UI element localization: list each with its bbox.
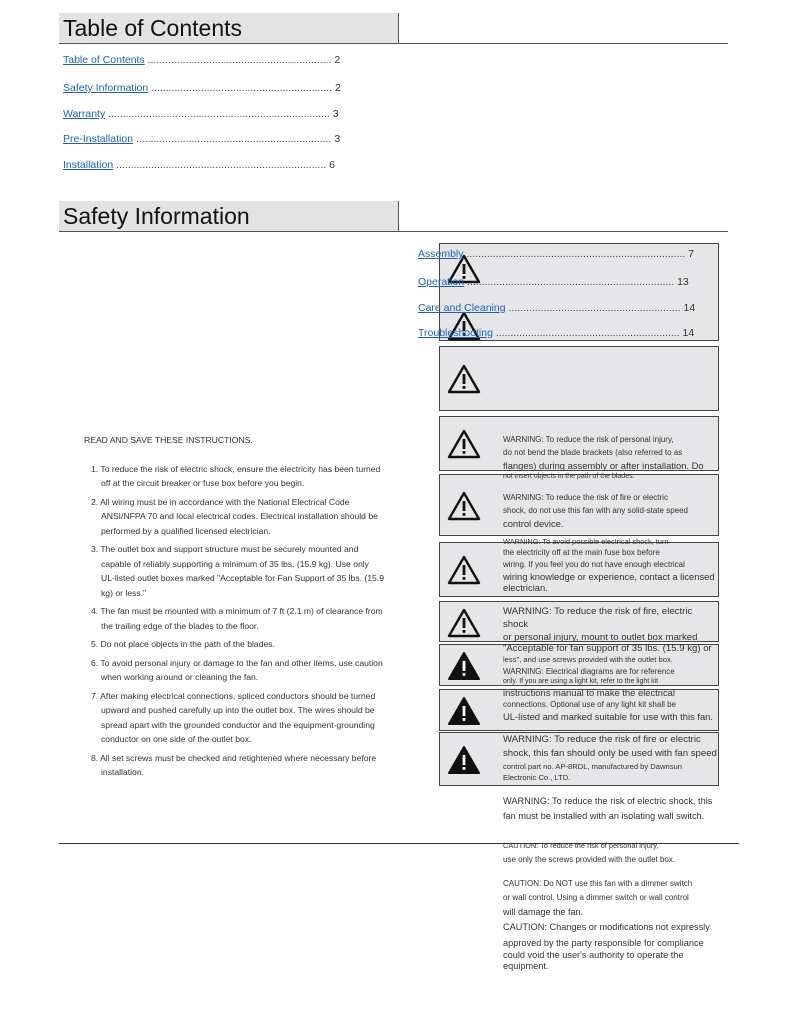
warning-line: do not bend the blade brackets (also referred to as [503, 448, 683, 457]
toc-link-troubleshooting[interactable]: Troubleshooting [418, 327, 493, 339]
toc-page: 3 [334, 133, 341, 145]
warning-triangle-icon [447, 555, 481, 585]
warning-line: less", and use screws provided with the outlet box. [503, 655, 673, 664]
warning-line: "Acceptable for fan support of 35 lbs. (15.9 kg) or [503, 643, 712, 654]
safety-item: 4. The fan must be mounted with a minimum of 7 ft (2.1 m) of clearance from the trailing edge of the blades to the floor. [91, 606, 383, 631]
toc-entry [418, 275, 689, 289]
toc-entry [63, 107, 339, 121]
safety-title: Safety Information [63, 203, 250, 229]
toc-link-table-of-contents[interactable]: Table of Contents [63, 54, 145, 66]
safety-intro: READ AND SAVE THESE INSTRUCTIONS. [84, 435, 253, 445]
safety-item: 6. To avoid personal injury or damage to the fan and other items, use caution when working around or cleaning the fan. [91, 657, 383, 682]
warning-line: or personal injury, mount to outlet box marked [503, 632, 698, 643]
warning-line: Electronic Co., LTD. [503, 773, 571, 782]
toc-page: 13 [677, 276, 689, 288]
warning-line: WARNING: Electrical diagrams are for reference [503, 667, 675, 676]
caution-text-dimmer [503, 877, 723, 919]
caution-line: CAUTION: Do NOT use this fan with a dimmer switch [503, 879, 693, 888]
caution-line: will damage the fan. [503, 907, 584, 917]
warning-text-wall-switch [503, 794, 723, 824]
toc-entry [63, 158, 335, 172]
warning-line: WARNING: To reduce the risk of personal injury, [503, 435, 674, 444]
toc-page: 7 [688, 248, 694, 260]
warning-line: WARNING: To reduce the risk of electric shock, this [503, 796, 713, 806]
toc-header [59, 13, 728, 44]
warning-line: shock, do not use this fan with any solid-state speed [503, 506, 688, 515]
caution-line: approved by the party responsible for compliance [503, 937, 704, 948]
toc-link-assembly[interactable]: Assembly [418, 248, 464, 260]
warning-line: WARNING: To reduce the risk of fire, electric shock [503, 606, 693, 630]
warning-line: electrician. [503, 582, 548, 593]
toc-dots: ........................................................... [505, 302, 681, 314]
warning-triangle-icon [447, 491, 481, 521]
warning-line: control part no. AP-8RDL, manufactured by Dawnsun [503, 762, 682, 771]
warning-text-outlet-box [503, 605, 718, 666]
warning-line: wiring knowledge or experience, contact a licensed [503, 571, 715, 582]
warning-triangle-icon [447, 364, 481, 394]
warning-box [439, 346, 719, 411]
toc-page: 2 [334, 82, 341, 94]
warning-text-electrical-diagrams [503, 665, 718, 724]
caution-text-screws [503, 840, 723, 867]
safety-item: 1. To reduce the risk of electric shock, ensure the electricity has been turned off at the circuit breaker or fuse box before you begin. [91, 463, 381, 488]
warning-line: instructions manual to make the electrical [503, 687, 675, 698]
warning-text-electrical-shock [503, 536, 718, 593]
caution-line: CAUTION: To reduce the risk of personal injury, [503, 841, 659, 850]
toc-entry [418, 326, 694, 340]
warning-line: UL-listed and marked suitable for use with this fan. [503, 711, 713, 722]
toc-dots: ........................................................................... [463, 248, 686, 260]
toc-dots: ............................................................... [492, 327, 680, 339]
caution-text-modifications [503, 921, 723, 972]
caution-line: could void the user's authority to operate the [503, 950, 684, 960]
safety-item: 8. All set screws must be checked and retightened where necessary before installation. [91, 752, 377, 777]
safety-item: 2. All wiring must be in accordance with the National Electrical Code ANSI/NFPA 70 and local electrical codes. Electrical installation should be performed by a qualified licensed electrician. [91, 496, 378, 536]
toc-link-operation[interactable]: Operation [418, 276, 465, 288]
safety-item: 5. Do not place objects in the path of the blades. [91, 639, 275, 649]
warning-line: connections. Optional use of any light kit shall be [503, 700, 676, 709]
warning-text-fan-speed-control [503, 733, 718, 784]
warning-line: flanges) during assembly or after installation. Do [503, 460, 704, 471]
toc-dots: .............................................................. [148, 82, 333, 94]
toc-page: 14 [683, 302, 696, 314]
electrical-hazard-icon [447, 745, 481, 775]
toc-page: 3 [332, 108, 339, 120]
toc-dots: ....................................................................... [464, 276, 675, 288]
electrical-hazard-icon [447, 651, 481, 681]
warning-line: shock, this fan should only be used with fan speed [503, 748, 717, 759]
warning-line: only. If you are using a light kit, refer to the light kit [503, 678, 659, 685]
toc-title: Table of Contents [63, 15, 243, 41]
electrical-hazard-icon [447, 696, 481, 726]
warning-line: WARNING: To reduce the risk of fire or electric [503, 734, 701, 745]
warning-text-solid-state [503, 491, 718, 530]
toc-link-installation[interactable]: Installation [63, 159, 114, 171]
toc-page: 6 [329, 159, 335, 171]
safety-instructions [84, 433, 384, 784]
toc-link-safety-information[interactable]: Safety Information [63, 82, 149, 94]
warning-text-blade-brackets [503, 433, 718, 481]
warning-line: wiring. If you feel you do not have enough electrical [503, 560, 685, 569]
toc-page: 2 [334, 54, 341, 66]
warning-line: not insert objects in the path of the blades. [503, 473, 635, 480]
toc-link-warranty[interactable]: Warranty [63, 108, 106, 120]
toc-entry [63, 53, 340, 67]
safety-list [84, 462, 384, 780]
warning-line: control device. [503, 518, 564, 529]
caution-line: equipment. [503, 961, 549, 971]
toc-entry [63, 81, 341, 95]
warning-line: WARNING: To reduce the risk of fire or electric [503, 493, 668, 502]
safety-header [59, 201, 728, 232]
toc-link-care-and-cleaning[interactable]: Care and Cleaning [418, 302, 506, 314]
toc-dots: ............................................................................ [105, 108, 330, 120]
toc-dots: ........................................................................ [113, 159, 327, 171]
warning-triangle-icon [447, 608, 481, 638]
caution-line: or wall control. Using a dimmer switch or wall control [503, 893, 689, 902]
toc-entry [418, 301, 695, 315]
toc-dots: ................................................................... [133, 133, 332, 145]
toc-link-pre-installation[interactable]: Pre-Installation [63, 133, 134, 145]
warning-line: WARNING: To avoid possible electrical shock, turn [503, 537, 669, 546]
warning-triangle-icon [447, 429, 481, 459]
warning-line: fan must be installed with an isolating wall switch. [503, 811, 705, 821]
caution-line: use only the screws provided with the outlet box. [503, 855, 676, 864]
toc-entry [418, 247, 694, 261]
caution-line: CAUTION: Changes or modifications not expressly [503, 922, 710, 932]
toc-entry [63, 132, 340, 146]
safety-item: 7. After making electrical connections, spliced conductors should be turned upward and pushed carefully up into the outlet box. The wires should be spread apart with the grounded conductor and the equipment-grounding conductor on one side of the outlet box. [91, 690, 376, 744]
safety-item: 3. The outlet box and support structure must be securely mounted and capable of reliably supporting a minimum of 35 lbs. (15.9 kg). Use only UL-listed outlet boxes marked "Acceptable for Fan Support of 35 lbs. (15.9 kg) or less." [91, 544, 384, 598]
toc-page: 14 [682, 327, 695, 339]
warning-line: the electricity off at the main fuse box before [503, 548, 660, 557]
toc-dots: ............................................................... [144, 54, 332, 66]
